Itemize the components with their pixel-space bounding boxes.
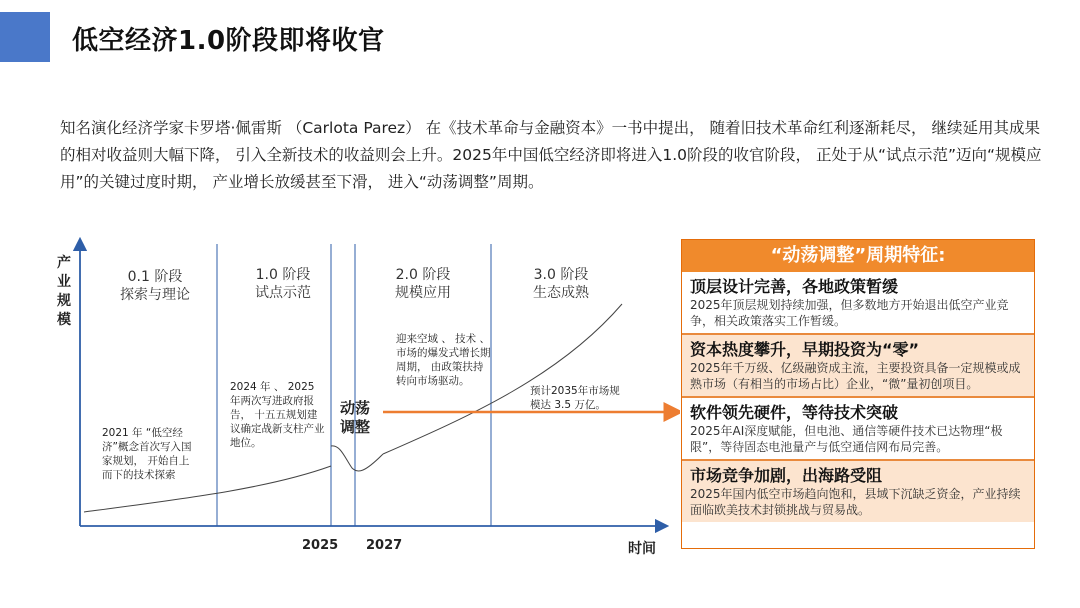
stage-3-0-name: 3.0 阶段	[533, 267, 589, 283]
feature-title: 软件领先硬件，等待技术突破	[690, 403, 899, 422]
stage-2-0	[378, 266, 468, 302]
stage-2-0-name: 2.0 阶段	[395, 267, 451, 283]
intro-paragraph: 知名演化经济学家卡罗塔·佩雷斯 （Carlota Parez） 在《技术革命与金融资本》一书中提出， 随着旧技术革命红利逐渐耗尽， 继续延用其成果的相对收益则大幅下降， 引入全新技术的收益则会上升。2025年中国低空经济即将进入1.0阶段的收官阶段， 正处于从“试点示范”迈向“规模应用”的关键过度时期， 产业增长放缓甚至下滑， 进入“动荡调整”周期。	[60, 119, 1042, 191]
note-future: 迎来空域 、 技术 、 市场的爆发式增长期周期， 由政策扶持转向市场驱动。	[396, 333, 491, 387]
feature-title: 顶层设计完善，各地政策暂缓	[690, 277, 899, 296]
page-title: 低空经济1.0阶段即将收官	[72, 26, 385, 56]
tick-2025: 2025	[302, 538, 339, 553]
stage-1-0-desc: 试点示范	[255, 285, 311, 301]
turbulence-zone-label: 动荡 调整	[340, 399, 371, 436]
feature-title: 市场竞争加剧，出海路受阻	[690, 466, 883, 485]
features-panel-title: “动荡调整”周期特征:	[682, 240, 1034, 272]
stage-0-1	[110, 268, 200, 304]
stage-0-1-desc: 探索与理论	[120, 287, 190, 303]
stage-1-0	[238, 266, 328, 302]
feature-title: 资本热度攀升，早期投资为“零”	[690, 340, 920, 359]
feature-item	[682, 459, 1034, 522]
feature-item	[682, 272, 1034, 333]
feature-desc: 2025年千万级、亿级融资成主流，主要投资具备一定规模或成熟市场（有相当的市场占比）企业，“微”量初创项目。	[690, 361, 1021, 391]
feature-desc: 2025年国内低空市场趋向饱和，县域下沉缺乏资金，产业持续面临欧美技术封锁挑战与贸易战。	[690, 487, 1021, 517]
note-2035: 预计2035年市场规模达 3.5 万亿。	[530, 385, 620, 411]
feature-desc: 2025年顶层规划持续加强，但多数地方开始退出低空产业竞争，相关政策落实工作暂缓。	[690, 298, 1009, 328]
stage-2-0-desc: 规模应用	[395, 285, 451, 301]
growth-curve-dip	[331, 446, 383, 471]
title-accent-block	[0, 12, 50, 62]
stage-0-1-name: 0.1 阶段	[127, 269, 183, 285]
stage-chart	[40, 236, 680, 566]
stage-1-0-name: 1.0 阶段	[255, 267, 311, 283]
y-axis-label: 产业规模	[57, 255, 71, 328]
stage-3-0-desc: 生态成熟	[533, 285, 589, 301]
feature-desc: 2025年AI深度赋能，但电池、通信等硬件技术已达物理“极限”，等待固态电池量产与低空通信网布局完善。	[690, 424, 1003, 454]
feature-item	[682, 396, 1034, 459]
x-axis-label: 时间	[628, 541, 656, 557]
stage-3-0	[516, 266, 606, 302]
tick-2027: 2027	[366, 538, 403, 553]
features-panel	[681, 239, 1035, 549]
note-2024: 2024 年 、 2025 年两次写进政府报告， 十五五规划建议确定战新支柱产业地位。	[230, 381, 325, 449]
note-2021: 2021 年 “低空经济”概念首次写入国家规划， 开始自上而下的技术探索	[102, 427, 192, 481]
feature-item	[682, 333, 1034, 396]
